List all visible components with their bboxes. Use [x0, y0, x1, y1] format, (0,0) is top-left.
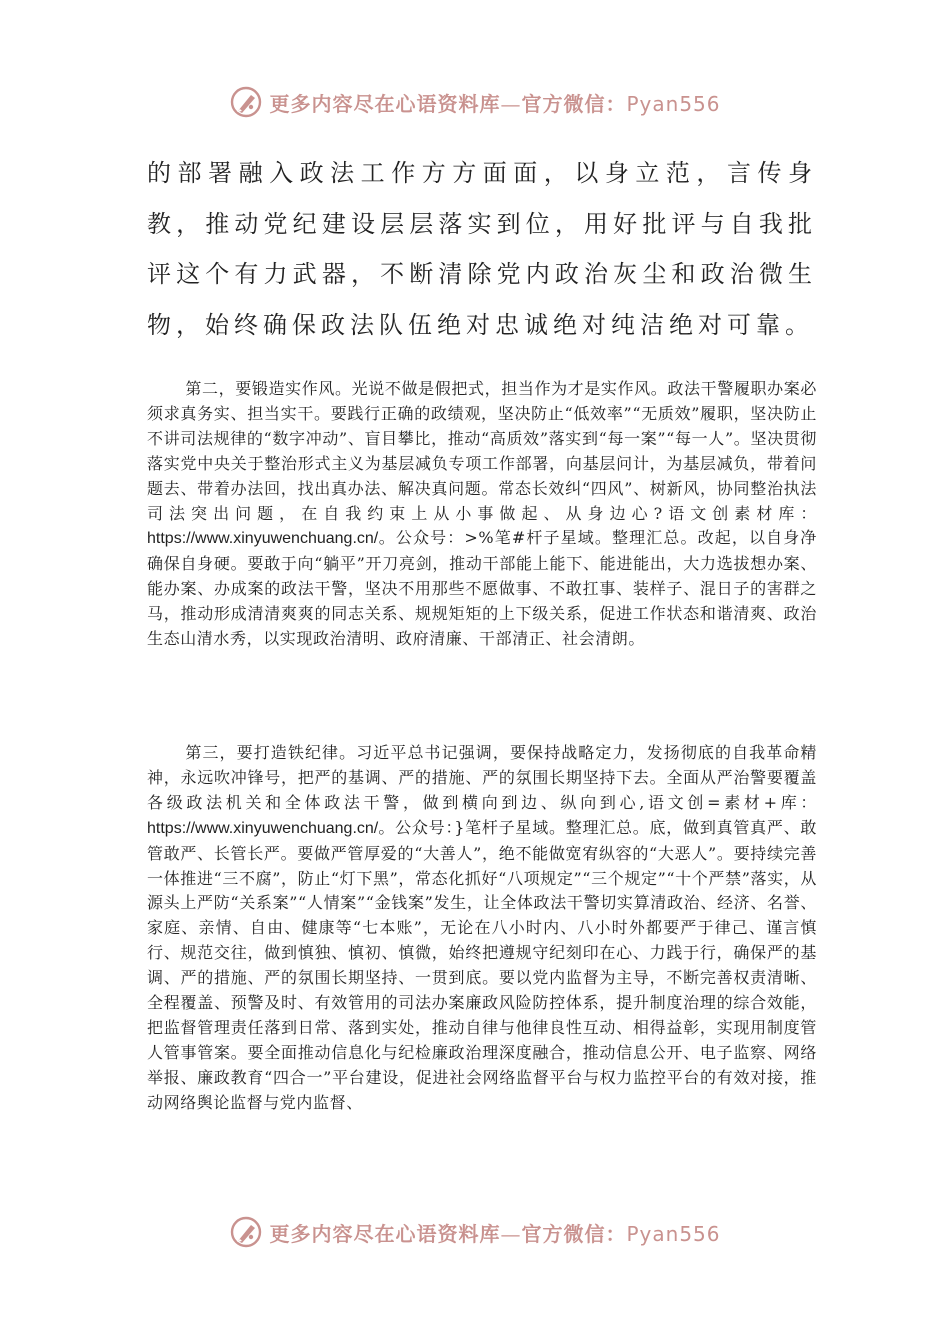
paragraph-third-text-b: 。公众号：}笔杆子星域。整理汇总。底，做到真管真严、敢管敢严、长管长严。要做严管厚爱的“大善人”，绝不能做宽宥纵容的“大恶人”。要持续完善一体推进“三不腐”，防止“灯下黑”，常态化抓好“八项规定”“三个规定”“十个严禁”落实，从源头上严防“关系案”“人情案”“金钱案”发生，让全体政法干警切实算清政治、经济、名誉、家庭、亲情、自由、健康等“七本账”，无论在八小时内、八小时外都要严于律己、谨言慎行、规范交往，做到慎独、慎初、慎微，始终把遵规守纪刻印在心、力践于行，确保严的基调、严的措施、严的氛围长期坚持、一贯到底。要以党内监督为主导，不断完善权责清晰、全程覆盖、预警及时、有效管用的司法办案廉政风险防控体系，提升制度治理的综合效能，把监督管理责任落到日常、落到实处，推动自律与他律良性互动、相得益彰，实现用制度管人管事管案。要全面推动信息化与纪检廉政治理深度融合，推动信息公开、电子监察、网络举报、廉政教育“四合一”平台建设，促进社会网络监督平台与权力监控平台的有效对接，推动网络舆论监督与党内监督、 [147, 817, 817, 1112]
paragraph-second-text-b: 。公众号：>%笔#杆子星域。整理汇总。改起，以自身净确保自身硬。要敢于向“躺平”开刀亮剑，推动干部能上能下、能进能出，大力选拔想办案、能办案、办成案的政法干警，坚决不用那些不愿做事、不敢扛事、装样子、混日子的害群之马，推动形成清清爽爽的同志关系、规规矩矩的上下级关系，促进工作状态和谐清爽、政治生态山清水秀，以实现政治清明、政府清廉、干部清正、社会清朗。 [147, 528, 817, 649]
paragraph-third [147, 741, 817, 1116]
paragraph-second [147, 377, 817, 652]
paragraph-third-url: https://www.xinyuwenchuang.cn/ [147, 819, 379, 837]
intro-paragraph: 的部署融入政法工作方方面面，以身立范，言传身教，推动党纪建设层层落实到位，用好批评与自我批评这个有力武器，不断清除党内政治灰尘和政治微生物，始终确保政法队伍绝对忠诚绝对纯洁绝对可靠。 [147, 159, 817, 339]
footer-watermark [0, 1210, 950, 1254]
pen-nib-logo-icon [229, 85, 263, 119]
paragraph-second-url: https://www.xinyuwenchuang.cn/ [147, 530, 379, 548]
footer-brand-text: 更多内容尽在心语资料库—官方微信：Pyan556 [269, 1221, 721, 1246]
pen-nib-logo-icon [229, 1215, 263, 1249]
header-watermark [0, 80, 950, 124]
paragraph-third-text-a: 第三，要打造铁纪律。习近平总书记强调，要保持战略定力，发扬彻底的自我革命精神，永远吹冲锋号，把严的基调、严的措施、严的氛围长期坚持下去。全面从严治警要覆盖各级政法机关和全体政法干警，做到横向到边、纵向到心,语文创=素材+库： [147, 743, 817, 812]
paragraph-second-text-a: 第二，要锻造实作风。光说不做是假把式，担当作为才是实作风。政法干警履职办案必须求真务实、担当实干。要践行正确的政绩观，坚决防止“低效率”“无质效”履职，坚决防止不讲司法规律的“数字冲动”、盲目攀比，推动“高质效”落实到“每一案”“每一人”。坚决贯彻落实党中央关于整治形式主义为基层减负专项工作部署，向基层问计，为基层减负，带着问题去、带着办法回，找出真办法、解决真问题。常态长效纠“四风”、树新风，协同整治执法司法突出问题，在自我约束上从小事做起、从身边心?语文创素材库： [147, 379, 817, 523]
header-brand-text: 更多内容尽在心语资料库—官方微信：Pyan556 [269, 91, 721, 116]
